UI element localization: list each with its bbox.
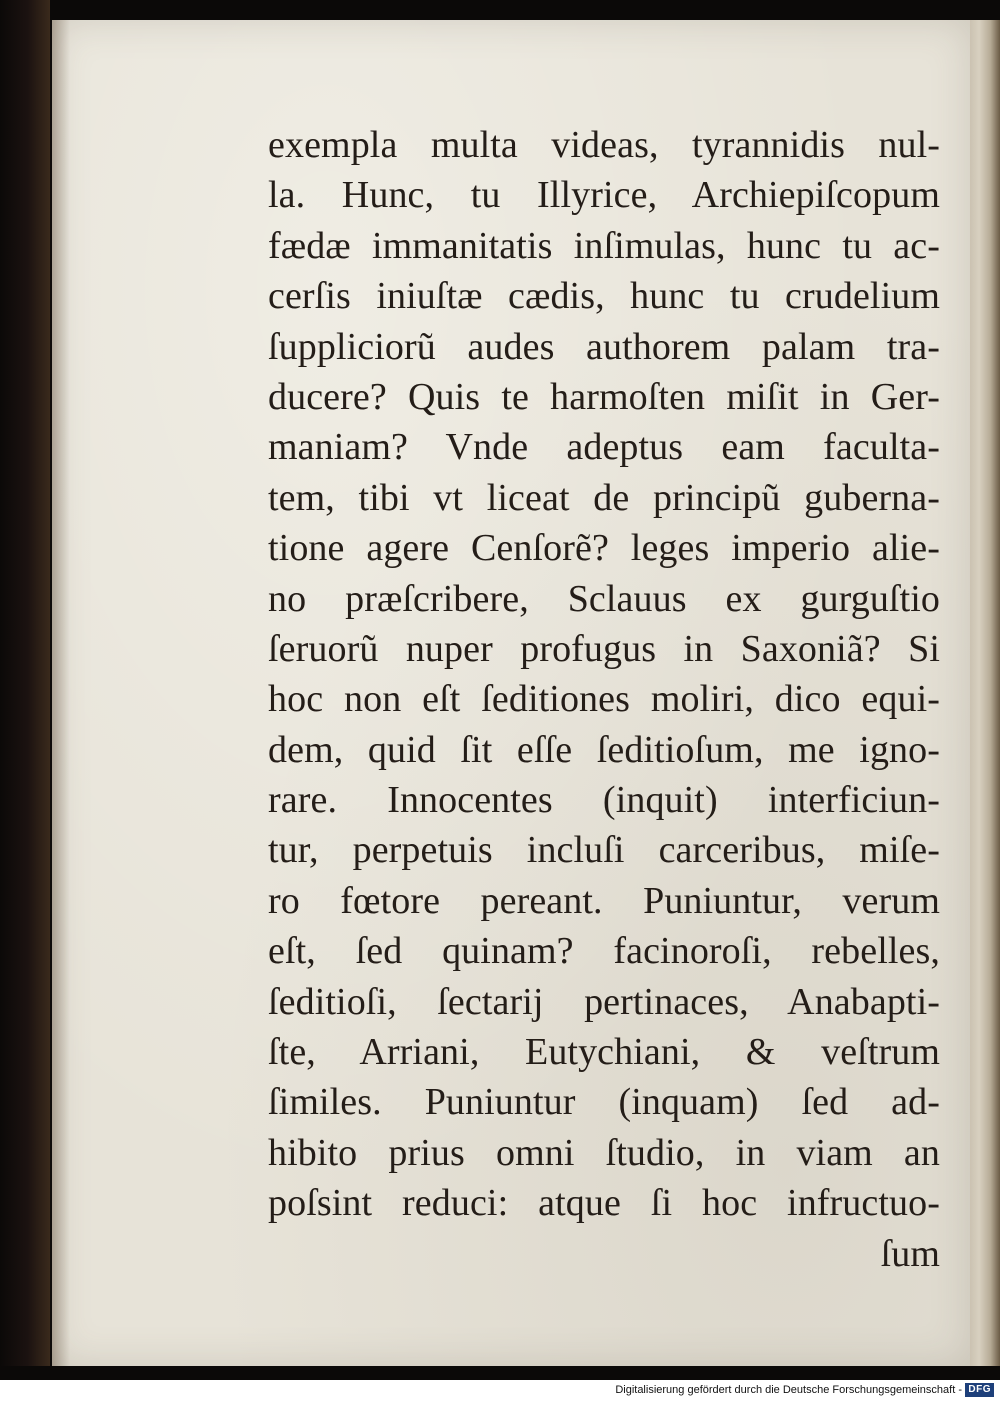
text-line: exempla multa videas, tyrannidis nul- (268, 124, 940, 166)
text-line: dem, quid ſit eſſe ſeditioſum, me igno- (268, 728, 940, 771)
text-line: ro fœtore pereant. Puniuntur, verum (268, 879, 940, 922)
text-line: eſt, ſed quinam? facinoroſi, rebelles, (268, 930, 940, 973)
text-line: la. Hunc, tu Illyrice, Archiepiſcopum (268, 174, 940, 217)
text-line: fædæ immanitatis inſimulas, hunc tu ac- (268, 224, 940, 267)
text-line: maniam? Vnde adeptus eam faculta- (268, 426, 940, 469)
text-line: rare. Innocentes (inquit) interficiun- (268, 779, 940, 822)
funding-credit: Digitalisierung gefördert durch die Deutsche Forschungsgemeinschaft - (615, 1384, 962, 1396)
gutter-shadow (52, 20, 70, 1366)
text-line: tur, perpetuis incluſi carceribus, miſe- (268, 829, 940, 872)
text-line: tione agere Cenſorẽ? leges imperio alie- (268, 527, 940, 570)
text-line: ſuppliciorũ audes authorem palam tra- (268, 325, 940, 368)
text-line: cerſis iniuſtæ cædis, hunc tu crudelium (268, 275, 940, 318)
page-text (268, 120, 940, 1279)
dfg-logo: DFG (965, 1383, 994, 1397)
text-line: no præſcribere, Sclauus ex gurguſtio (268, 577, 940, 620)
text-line: hibito prius omni ſtudio, in viam an (268, 1131, 940, 1174)
text-line: ſte, Arriani, Eutychiani, & veſtrum (268, 1031, 940, 1074)
scan-binding-edge (0, 0, 50, 1380)
text-line: poſsint reduci: atque ſi hoc infructuo- (268, 1182, 940, 1225)
text-line: ducere? Quis te harmoſten miſit in Ger- (268, 375, 940, 418)
text-line: ſimiles. Puniuntur (inquam) ſed ad- (268, 1081, 940, 1124)
text-line: tem, tibi vt liceat de principũ guberna- (268, 476, 940, 519)
text-line: hoc non eſt ſeditiones moliri, dico equi- (268, 678, 940, 721)
text-line: ſeruorũ nuper profugus in Saxoniã? Si (268, 627, 940, 670)
page-fore-edge (968, 20, 1000, 1366)
catchword: ſum (880, 1232, 940, 1275)
scan-top-border (0, 0, 1000, 20)
text-line: ſeditioſi, ſectarij pertinaces, Anabapti- (268, 980, 940, 1023)
scan-bottom-border (0, 1366, 1000, 1380)
